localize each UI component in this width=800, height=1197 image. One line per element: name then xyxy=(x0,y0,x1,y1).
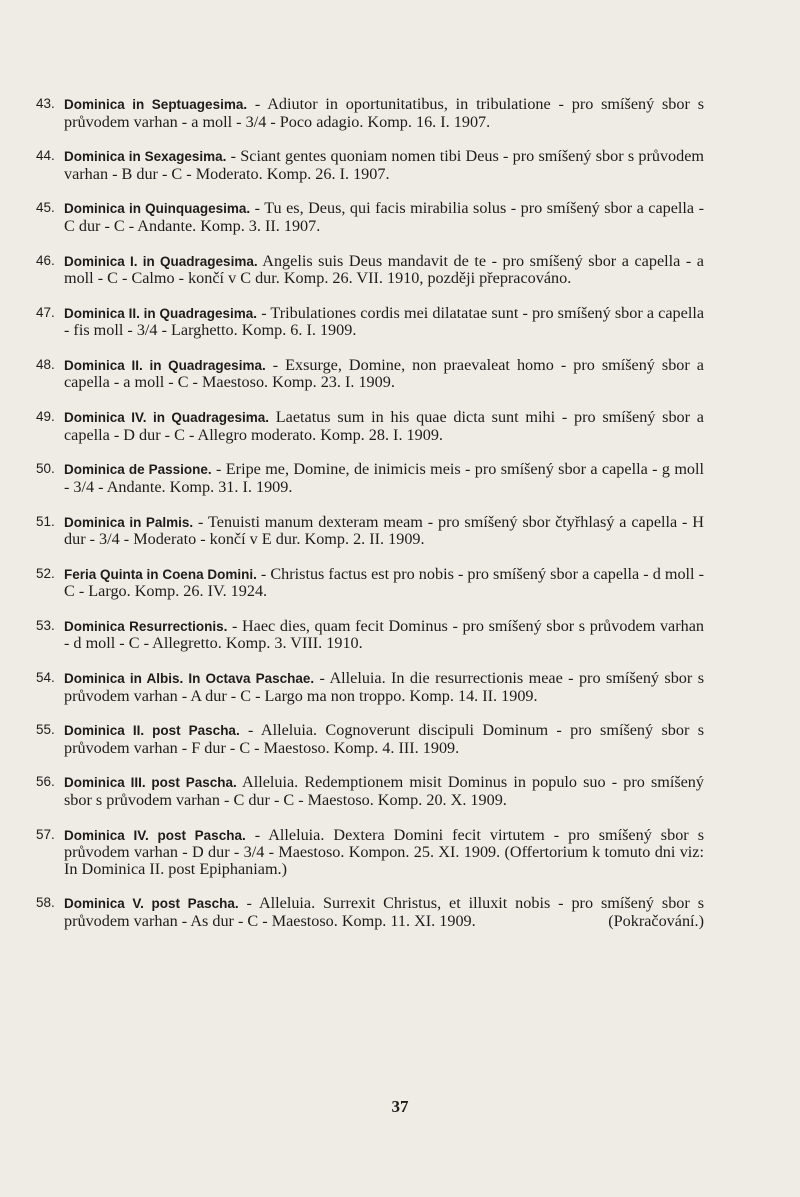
entry-51 xyxy=(34,514,704,548)
entry-52 xyxy=(34,566,704,600)
entry-44 xyxy=(34,148,704,182)
entry-48 xyxy=(34,357,704,391)
entry-55 xyxy=(34,722,704,756)
entry-text: - Sciant gentes quoniam nomen tibi Deus - pro smíšený sbor s průvodem varhan - B dur - C - Moderato. Komp. 26. I. 1907. xyxy=(64,147,704,183)
continuation-note: (Pokračování.) xyxy=(608,911,704,930)
entry-58 xyxy=(34,895,704,929)
entry-number: 49. xyxy=(36,409,55,425)
entry-57 xyxy=(34,827,704,878)
entry-number: 44. xyxy=(36,148,55,164)
entry-number: 52. xyxy=(36,565,55,581)
entry-title: Dominica III. post Pascha. xyxy=(64,775,237,791)
entry-number: 58. xyxy=(36,895,55,911)
entry-text: - Alleluia. In die resurrectionis meae - pro smíšený sbor s průvodem varhan - A dur - C - Largo ma non troppo. Komp. 14. II. 1909. xyxy=(64,669,704,705)
entry-number: 46. xyxy=(36,252,55,268)
entry-54 xyxy=(34,670,704,704)
entry-text: Angelis suis Deus mandavit de te - pro smíšený sbor a capella - a moll - C - Calmo - končí v C dur. Komp. 26. VII. 1910, později přepracováno. xyxy=(64,251,704,288)
entry-47 xyxy=(34,305,704,339)
entry-text: - Exsurge, Domine, non praevaleat homo - pro smíšený sbor a capella - a moll - C - Maestoso. Komp. 23. I. 1909. xyxy=(64,355,704,392)
entry-title: Dominica II. in Quadragesima. xyxy=(64,357,266,373)
entry-text: Laetatus sum in his quae dicta sunt mihi - pro smíšený sbor a capella - D dur - C - Allegro moderato. Komp. 28. I. 1909. xyxy=(64,408,704,444)
entry-text: - Adiutor in oportunitatibus, in tribulatione - pro smíšený sbor s průvodem varhan - a moll - 3/4 - Poco adagio. Komp. 16. I. 1907. xyxy=(64,95,704,131)
entry-title: Dominica II. in Quadragesima. xyxy=(64,305,258,321)
entry-title: Dominica in Albis. In Octava Paschae. xyxy=(64,671,315,687)
entry-text: - Tenuisti manum dexteram meam - pro smíšený sbor čtyřhlasý a capella - H dur - 3/4 - Moderato - končí v E dur. Komp. 2. II. 1909. xyxy=(64,512,704,548)
entry-number: 53. xyxy=(36,617,55,633)
entry-50 xyxy=(34,461,704,495)
entry-title: Dominica in Sexagesima. xyxy=(64,149,227,165)
entry-49 xyxy=(34,409,704,443)
entry-text: - Tribulationes cordis mei dilatatae sunt - pro smíšený sbor a capella - fis moll - 3/4 - Larghetto. Komp. 6. I. 1909. xyxy=(64,303,704,340)
entry-46 xyxy=(34,253,704,287)
entry-number: 57. xyxy=(36,826,55,842)
entry-number: 45. xyxy=(36,200,55,216)
entry-number: 51. xyxy=(36,513,55,529)
entry-title: Dominica in Quinquagesima. xyxy=(64,201,251,217)
entry-number: 55. xyxy=(36,722,55,738)
entry-number: 43. xyxy=(36,96,55,111)
entry-number: 50. xyxy=(36,461,55,477)
entry-text: - Alleluia. Cognoverunt discipuli Dominum - pro smíšený sbor s průvodem varhan - F dur - C - Maestoso. Komp. 4. III. 1909. xyxy=(64,721,704,757)
entry-title: Dominica in Palmis. xyxy=(64,514,194,530)
entry-title: Dominica I. in Quadragesima. xyxy=(64,253,258,269)
entry-title: Dominica IV. in Quadragesima. xyxy=(64,410,269,426)
entry-title: Dominica IV. post Pascha. xyxy=(64,827,246,843)
entry-43 xyxy=(34,96,704,130)
entry-text: - Haec dies, quam fecit Dominus - pro smíšený sbor s průvodem varhan - d moll - C - Allegretto. Komp. 3. VIII. 1910. xyxy=(64,616,704,653)
entry-text: - Christus factus est pro nobis - pro smíšený sbor a capella - d moll - C - Largo. Komp. 26. IV. 1924. xyxy=(64,564,704,601)
entry-text: - Alleluia. Surrexit Christus, et illuxit nobis - pro smíšený sbor s průvodem varhan - As dur - C - Maestoso. Komp. 11. XI. 1909. xyxy=(64,894,704,930)
entry-title: Feria Quinta in Coena Domini. xyxy=(64,566,257,582)
entry-text: Alleluia. Redemptionem misit Dominus in populo suo - pro smíšený sbor s průvodem varhan - C dur - C - Maestoso. Komp. 20. X. 1909. xyxy=(64,773,704,809)
entry-title: Dominica de Passione. xyxy=(64,462,212,478)
entry-text: - Tu es, Deus, qui facis mirabilia solus - pro smíšený sbor a capella - C dur - C - Andante. Komp. 3. II. 1907. xyxy=(64,199,704,235)
entry-number: 54. xyxy=(36,670,55,686)
entry-number: 48. xyxy=(36,356,55,372)
entry-number: 56. xyxy=(36,774,55,790)
entry-title: Dominica in Septuagesima. xyxy=(64,97,248,112)
page-content xyxy=(34,96,704,948)
entry-title: Dominica V. post Pascha. xyxy=(64,896,239,912)
entry-title: Dominica Resurrectionis. xyxy=(64,618,228,634)
entry-text: - Eripe me, Domine, de inimicis meis - pro smíšený sbor a capella - g moll - 3/4 - Andante. Komp. 31. I. 1909. xyxy=(64,460,704,496)
entry-53 xyxy=(34,618,704,652)
entry-56 xyxy=(34,774,704,808)
page-number: 37 xyxy=(391,1097,409,1116)
entry-45 xyxy=(34,200,704,234)
entry-number: 47. xyxy=(36,304,55,320)
entry-text: - Alleluia. Dextera Domini fecit virtutem - pro smíšený sbor s průvodem varhan - D dur - 3/4 - Maestoso. Kompon. 25. XI. 1909. (Offertorium k tomuto dni viz: In Dominica II. post Epiphaniam.) xyxy=(64,825,704,878)
entry-title: Dominica II. post Pascha. xyxy=(64,723,240,739)
